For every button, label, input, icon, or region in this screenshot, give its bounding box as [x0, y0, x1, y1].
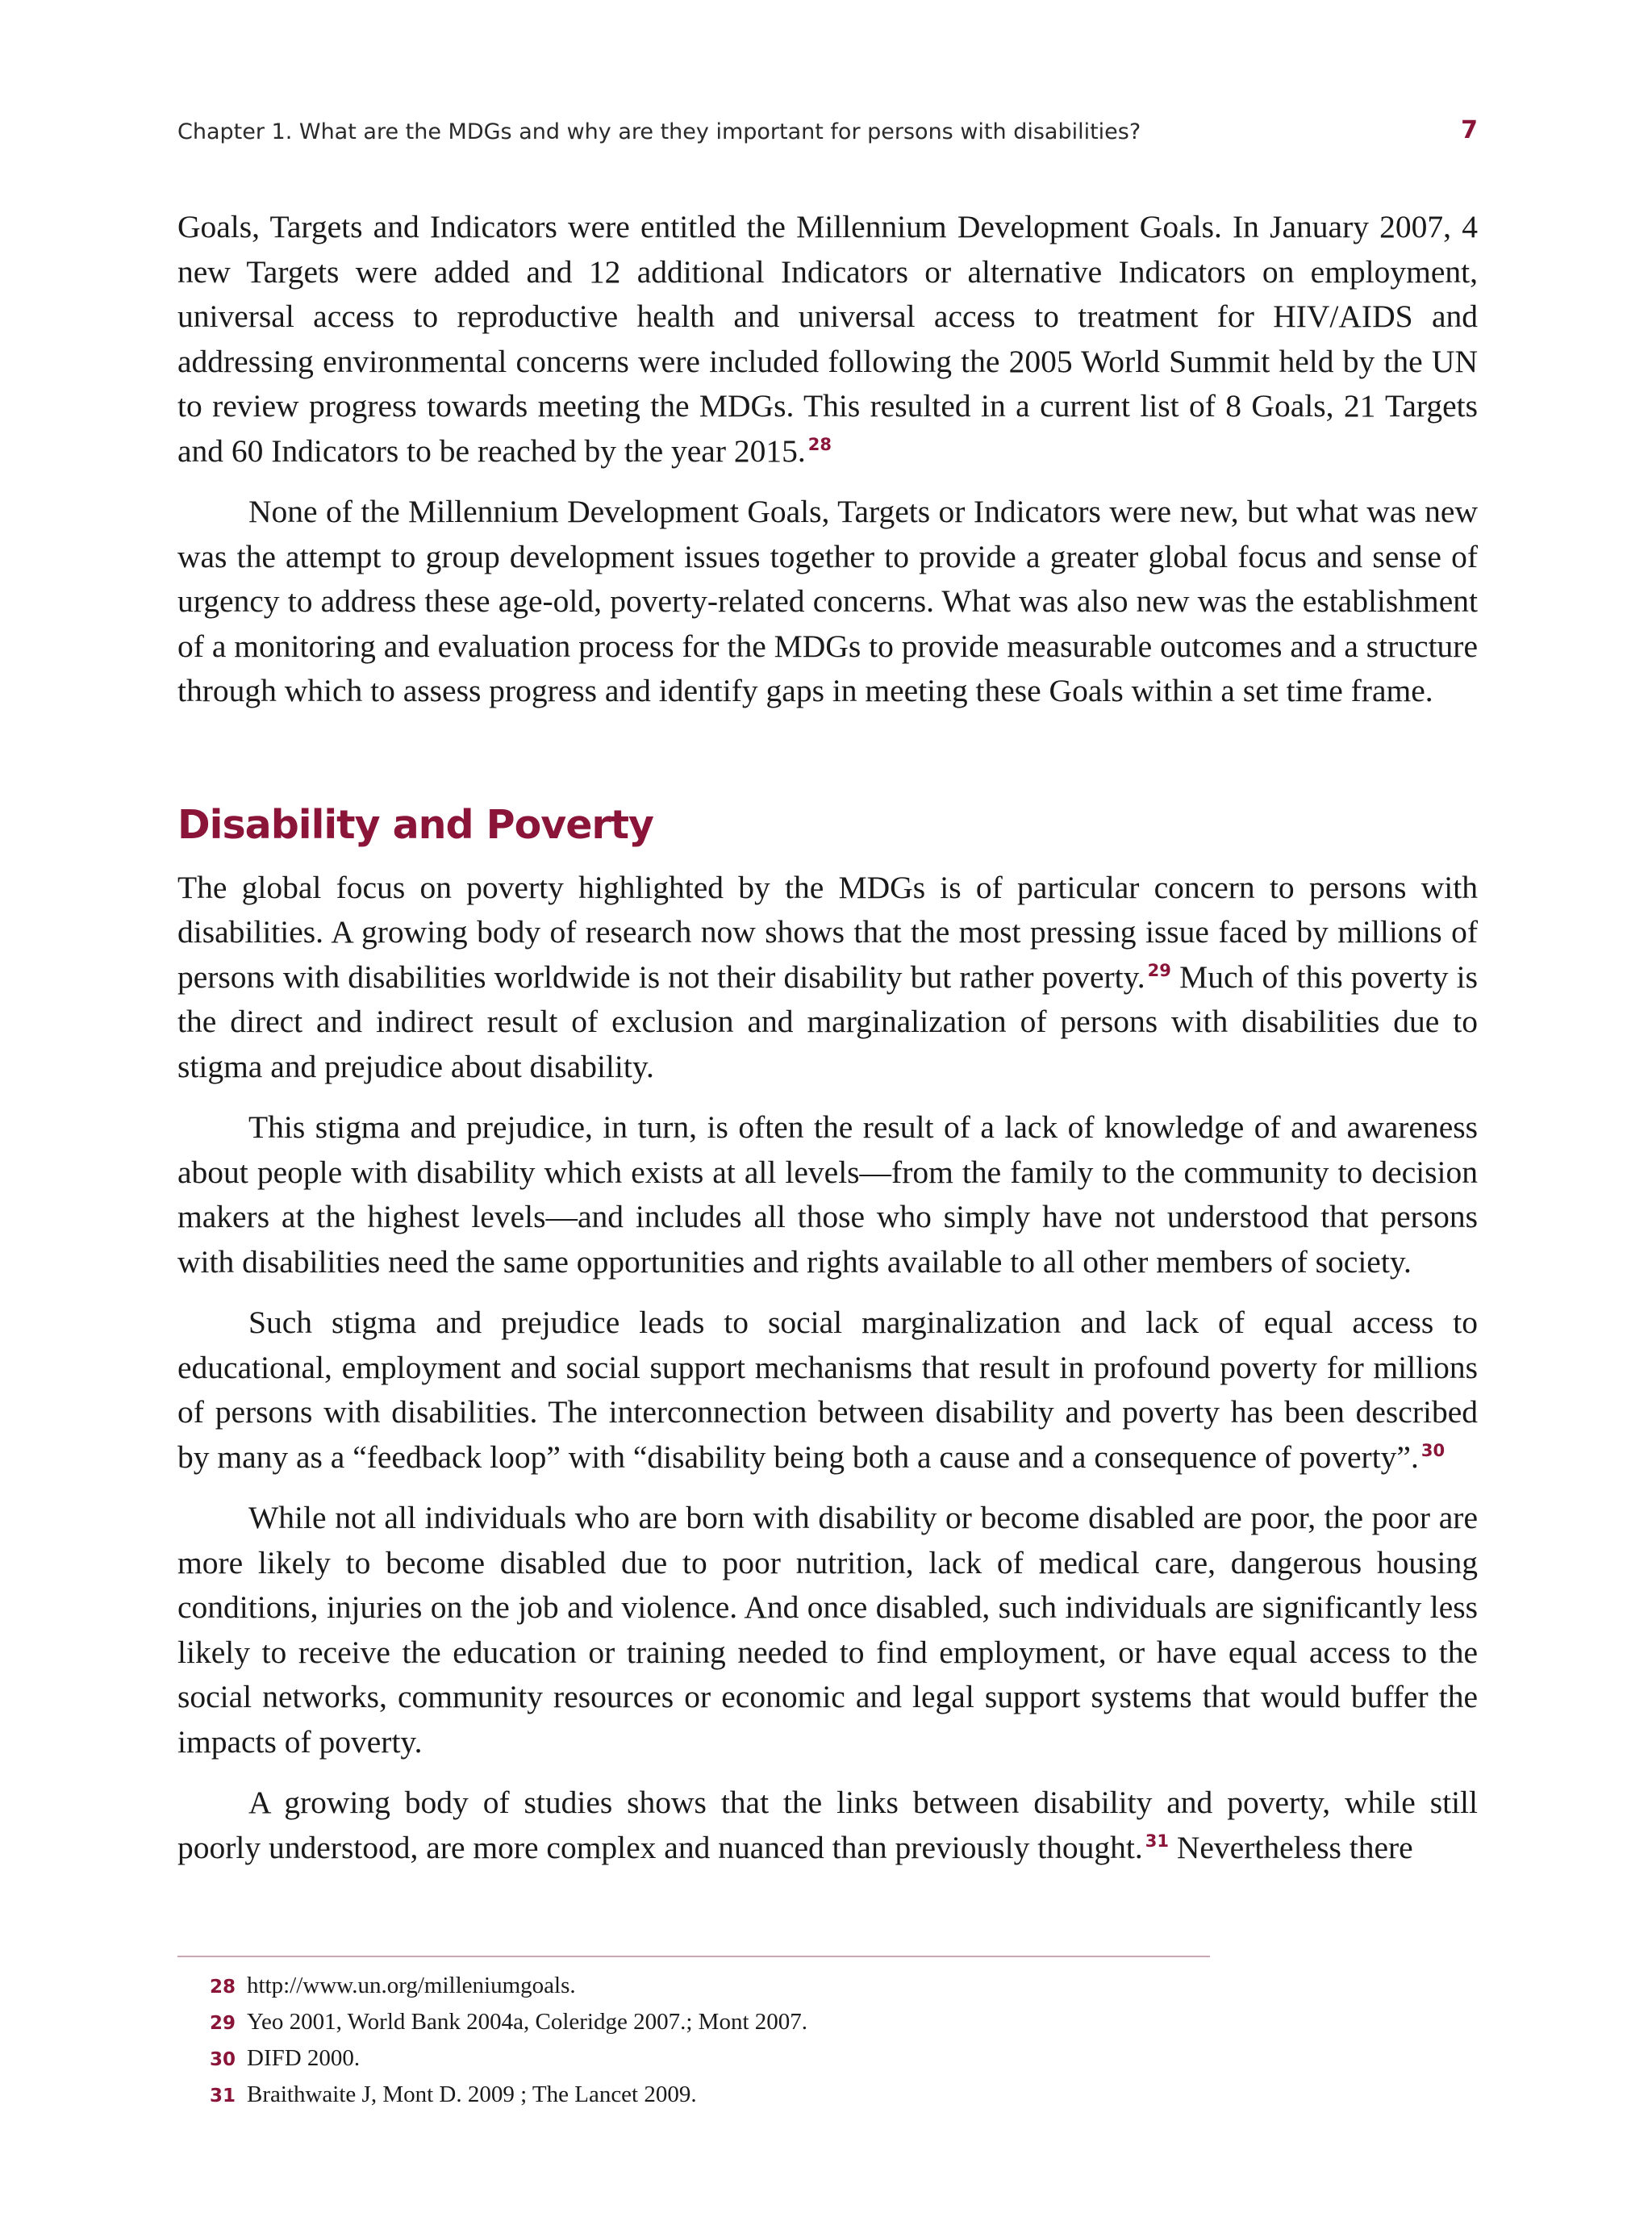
paragraph-text: Nevertheless there	[1169, 1829, 1413, 1865]
running-header	[177, 116, 1478, 152]
footnote-number: 31	[210, 2086, 236, 2106]
paragraph-section-5	[177, 1781, 1478, 1870]
footnote-text[interactable]: http://www.un.org/milleniumgoals.	[247, 1973, 576, 1998]
paragraph-section-4: While not all individuals who are born with disability or become disabled are poor, the poor are more likely to become disabled due to poor nutrition, lack of medical care, dangerous housing conditions, injuries on the job and violence. And once disabled, such individuals are significantly less likely to receive the education or training needed to find employment, or have equal access to the social networks, community resources or economic and legal support systems that would buffer the impacts of poverty.	[177, 1500, 1478, 1760]
footnote-ref[interactable]: 30	[1420, 1440, 1446, 1460]
footnote-item	[210, 1969, 1420, 2005]
section-heading: Disability and Poverty	[177, 801, 653, 848]
paragraph-intro-2: None of the Millennium Development Goals, Targets or Indicators were new, but what was new was the attempt to group development issues together to provide a greater global focus and sense of urgency to address these age-old, poverty-related concerns. What was also new was the establishment of a monitoring and evaluation process for the MDGs to provide measurable outcomes and a structure through which to assess progress and identify gaps in meeting these Goals within a set time frame.	[177, 494, 1478, 708]
footnote-number: 28	[210, 1977, 236, 1998]
paragraph-text: Goals, Targets and Indicators were entitled the Millennium Development Goals. In January 2007, 4 new Targets were added and 12 additional Indicators or alternative Indicators on employment, universal access to reproductive health and universal access to treatment for HIV/AIDS and addressing environmental concerns were included following the 2005 World Summit held by the UN to review progress towards meeting the MDGs. This resulted in a current list of 8 Goals, 21 Targets and 60 Indicators to be reached by the year 2015.	[177, 209, 1478, 469]
footnote-ref[interactable]: 28	[807, 434, 832, 454]
paragraph-intro-1	[177, 205, 1478, 474]
paragraph-section-1	[177, 866, 1478, 1090]
footnote-item	[210, 2077, 1420, 2114]
paragraph-text: Much of this poverty is the direct and indirect result of exclusion and marginalization of persons with disabilities due to stigma and prejudice about disability.	[177, 958, 1478, 1084]
footnote-item	[210, 2005, 1420, 2041]
paragraph-section-2: This stigma and prejudice, in turn, is often the result of a lack of knowledge of and awareness about people with disability which exists at all levels—from the family to the community to decision makers at the highest levels—and includes all those who simply have not understood that persons with disabilities need the same opportunities and rights available to all other members of society.	[177, 1109, 1478, 1280]
footnote-divider	[177, 1956, 1210, 1957]
page-number: 7	[1461, 116, 1478, 144]
footnotes	[210, 1969, 1420, 2114]
paragraph-text: The global focus on poverty highlighted by the MDGs is of particular concern to persons with disabilities. A growing body of research now shows that the most pressing issue faced by millions of persons with disabilities worldwide is not their disability but rather poverty.	[177, 869, 1478, 995]
footnote-text: Yeo 2001, World Bank 2004a, Coleridge 2007.; Mont 2007.	[247, 2009, 807, 2035]
chapter-title: Chapter 1. What are the MDGs and why are they important for persons with disabilities?	[177, 119, 1141, 144]
footnote-ref[interactable]: 31	[1145, 1831, 1169, 1851]
footnote-ref[interactable]: 29	[1147, 960, 1171, 980]
footnote-text: DIFD 2000.	[247, 2045, 361, 2071]
footnote-number: 29	[210, 2013, 236, 2034]
footnote-text: Braithwaite J, Mont D. 2009 ; The Lancet 2009.	[247, 2081, 697, 2107]
paragraph-text: A growing body of studies shows that the links between disability and poverty, while still poorly understood, are more complex and nuanced than previously thought.	[177, 1785, 1478, 1865]
footnote-number: 30	[210, 2049, 236, 2070]
paragraph-section-3	[177, 1301, 1478, 1480]
body-text	[177, 205, 1478, 1870]
paragraph-text: Such stigma and prejudice leads to social marginalization and lack of equal access to educational, employment and social support mechanisms that result in profound poverty for millions of persons with disabilities. The interconnection between disability and poverty has been described by many as a “feedback loop” with “disability being both a cause and a consequence of poverty”.	[177, 1305, 1478, 1475]
footnote-item	[210, 2041, 1420, 2077]
